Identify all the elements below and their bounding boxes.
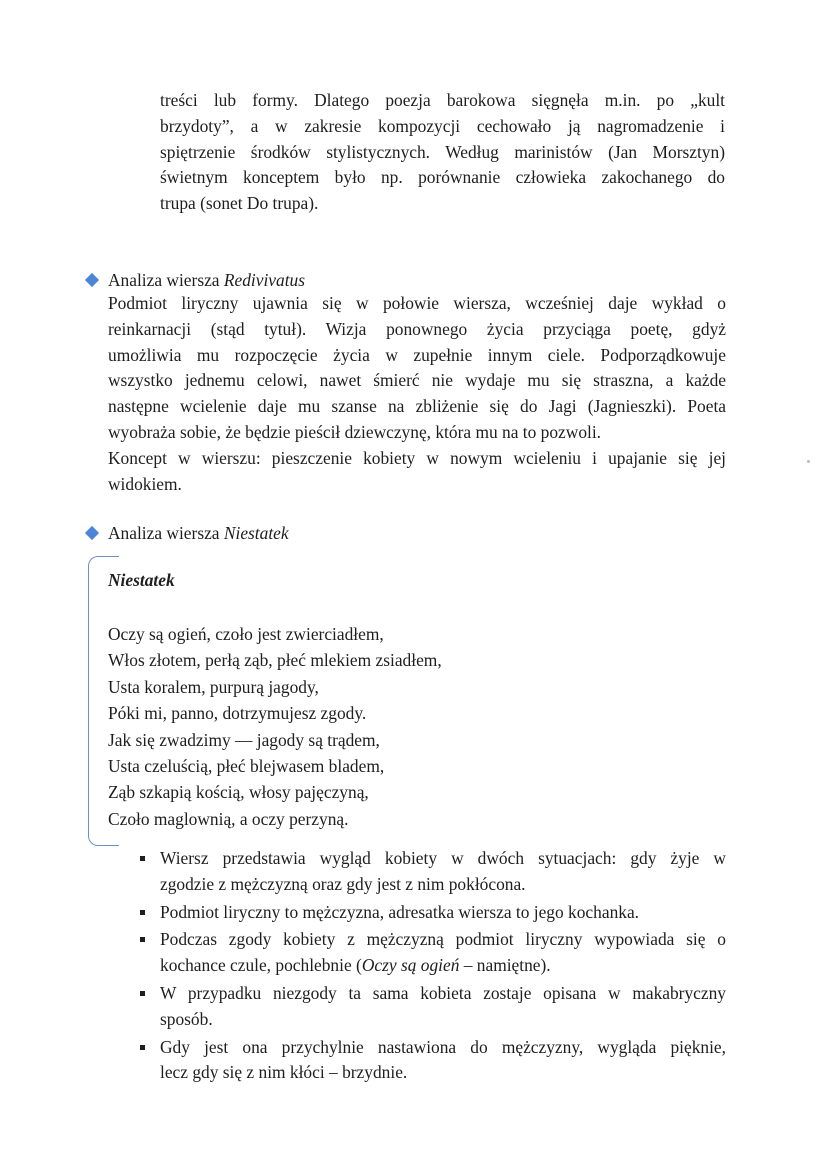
section-heading-text [108, 268, 305, 292]
diamond-bullet-icon [85, 526, 99, 540]
section-heading-niestatek [85, 521, 289, 545]
body-line: reinkarnacji (stąd tytuł). Wizja ponownego życia przyciąga poetę, gdyż [108, 318, 726, 339]
square-bullet-icon [140, 991, 145, 996]
square-bullet-icon [140, 856, 145, 861]
list-item [136, 900, 726, 926]
section-heading-text [108, 521, 289, 545]
section-body-redivivatus [108, 291, 726, 497]
body-line: wszystko jednemu celowi, nawet śmierć nie wydaje mu się straszna, a każde [108, 370, 726, 391]
list-item [136, 981, 726, 1033]
list-item-line: Podczas zgody kobiety z mężczyzną podmiot liryczny wypowiada się o [160, 929, 726, 950]
poem-verse: Usta koralem, purpurą jagody, [108, 676, 319, 697]
body-line: wyobraża sobie, że będzie pieścił dziewczynę, która mu na to pozwoli. [108, 421, 602, 442]
list-item-line: Podmiot liryczny to mężczyzna, adresatka wiersza to jego kochanka. [160, 901, 640, 922]
poem-verse: Usta czeluścią, płeć blejwasem bladem, [108, 756, 385, 777]
square-bullet-icon [140, 1045, 145, 1050]
poem-verse: Ząb szkapią kością, włosy pajęczyną, [108, 782, 369, 803]
list-item-line: Gdy jest ona przychylnie nastawiona do mężczyzny, wygląda pięknie, [160, 1036, 726, 1057]
poem-verse: Czoło maglownią, a oczy perzyną. [108, 808, 349, 829]
list-item-line [160, 953, 726, 979]
intro-line: spiętrzenie środków stylistycznych. Według marinistów (Jan Morsztyn) [160, 141, 725, 162]
diamond-bullet-icon [85, 273, 99, 287]
concept-line: widokiem. [108, 473, 182, 494]
list-item [136, 846, 726, 898]
list-item [136, 927, 726, 979]
intro-paragraph [160, 88, 725, 217]
heading-prefix: Analiza wiersza [108, 270, 224, 290]
text-fragment: kochance czule, pochlebnie ( [160, 955, 362, 976]
poem-title: Niestatek [108, 570, 175, 590]
quoted-verse: Oczy są ogień [361, 955, 460, 976]
body-line: umożliwia mu rozpoczęcie życia w zupełnie innym ciele. Podporządkowuje [108, 344, 726, 365]
list-item-line: sposób. [160, 1008, 213, 1029]
heading-poem-title: Niestatek [223, 523, 289, 543]
heading-prefix: Analiza wiersza [108, 523, 224, 543]
list-item-line: zgodzie z mężczyzną oraz gdy jest z nim pokłócona. [160, 873, 526, 894]
concept-line: Koncept w wierszu: pieszczenie kobiety w nowym wcieleniu i upajanie się jej [108, 447, 726, 468]
list-item-line: lecz gdy się z nim kłóci – brzydnie. [160, 1062, 408, 1083]
heading-poem-title: Redivivatus [223, 270, 306, 290]
body-line: następne wcielenie daje mu szanse na zbliżenie się do Jagi (Jagnieszki). Poeta [108, 396, 726, 417]
poem-verse: Włos złotem, perłą ząb, płeć mlekiem zsiadłem, [108, 650, 442, 671]
body-line: Podmiot liryczny ujawnia się w połowie wiersza, wcześniej daje wykład o [108, 293, 726, 313]
intro-line: świetnym konceptem było np. porównanie człowieka zakochanego do [160, 167, 725, 188]
poem-verse: Jak się zwadzimy — jagody są trądem, [108, 729, 380, 750]
list-item-line: W przypadku niezgody ta sama kobieta zostaje opisana w makabryczny [160, 982, 726, 1003]
analysis-bullet-list [136, 846, 726, 1088]
list-item [136, 1035, 726, 1087]
poem-verse: Oczy są ogień, czoło jest zwierciadłem, [108, 624, 384, 644]
scan-speck [807, 460, 810, 463]
poem-verse: Póki mi, panno, dotrzymujesz zgody. [108, 703, 367, 724]
poem-text [108, 621, 442, 832]
list-item-line: Wiersz przedstawia wygląd kobiety w dwóch sytuacjach: gdy żyje w [160, 848, 726, 868]
section-heading-redivivatus [85, 268, 305, 292]
text-fragment: – namiętne). [459, 955, 551, 976]
intro-line: trupa (sonet Do trupa). [160, 193, 319, 214]
intro-line: brzydoty”, a w zakresie kompozycji cechowało ją nagromadzenie i [160, 115, 725, 136]
square-bullet-icon [140, 910, 145, 915]
intro-line: treści lub formy. Dlatego poezja barokowa sięgnęła m.in. po „kult [160, 90, 725, 110]
square-bullet-icon [140, 937, 145, 942]
